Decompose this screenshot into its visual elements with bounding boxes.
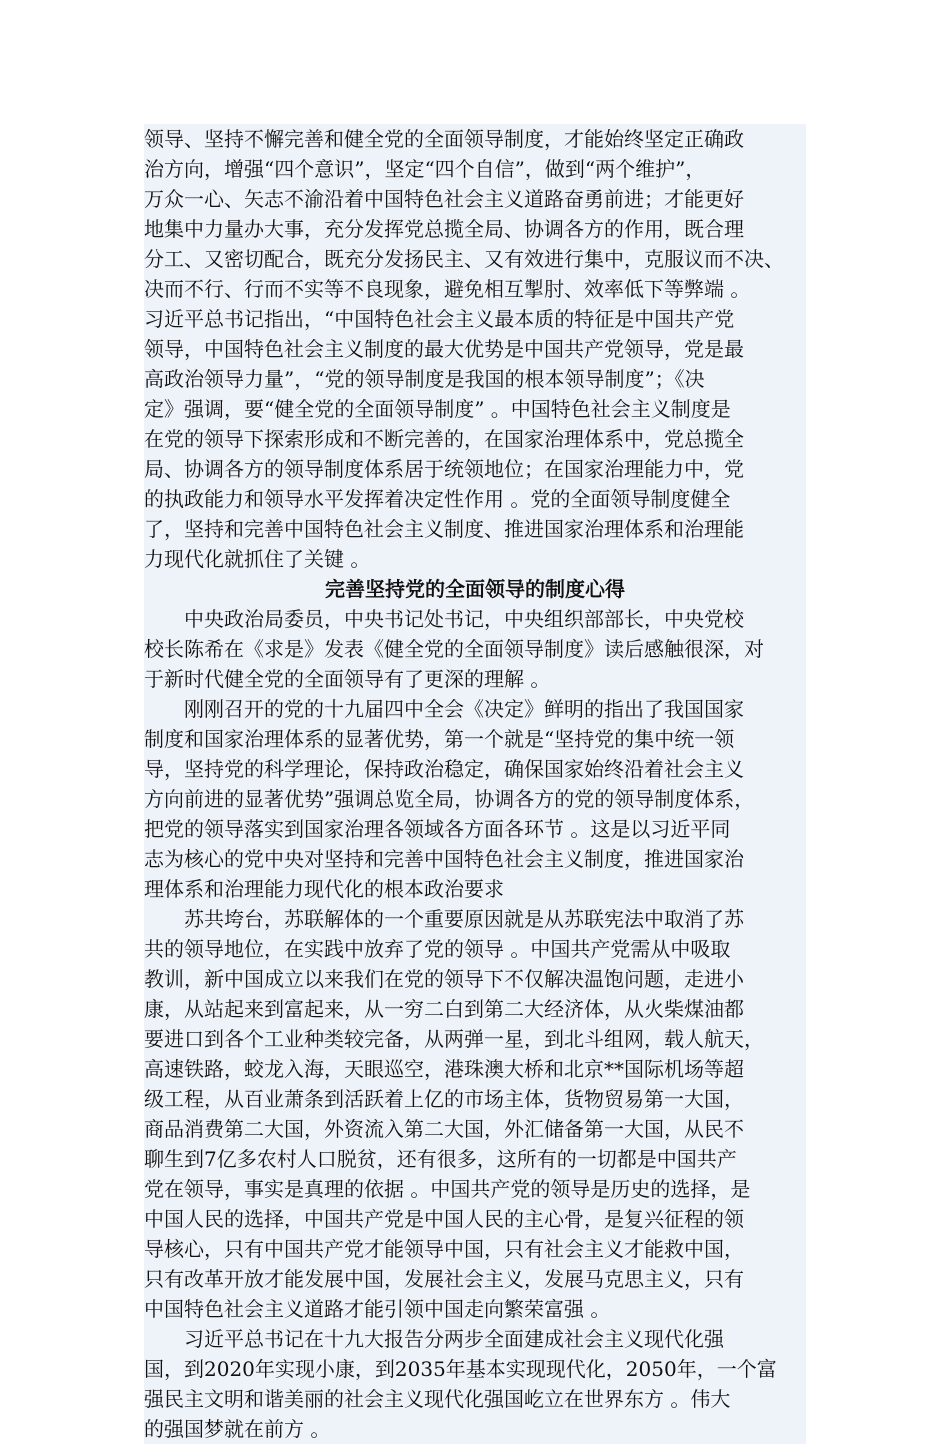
text-line: 级工程，从百业萧条到活跃着上亿的市场主体，货物贸易第一大国， [144, 1084, 806, 1114]
text-line: 在党的领导下探索形成和不断完善的，在国家治理体系中，党总揽全 [144, 424, 806, 454]
text-line: 高政治领导力量”，“党的领导制度是我国的根本领导制度”；《决 [144, 364, 806, 394]
text-line: 高速铁路，蛟龙入海，天眼巡空，港珠澳大桥和北京**国际机场等超 [144, 1054, 806, 1084]
text-line: 导，坚持党的科学理论，保持政治稳定，确保国家始终沿着社会主义 [144, 754, 806, 784]
text-line: 的执政能力和领导水平发挥着决定性作用 。党的全面领导制度健全 [144, 484, 806, 514]
text-line: 国，到2020年实现小康，到2035年基本实现现代化，2050年，一个富 [144, 1354, 806, 1384]
text-line: 理体系和治理能力现代化的根本政治要求 [144, 874, 806, 904]
text-line: 的强国梦就在前方 。 [144, 1414, 806, 1444]
text-line: 治方向，增强“四个意识”，坚定“四个自信”，做到“两个维护”， [144, 154, 806, 184]
section-title: 完善坚持党的全面领导的制度心得 [144, 574, 806, 604]
text-line: 要进口到各个工业种类较完备，从两弹一星，到北斗组网，载人航天， [144, 1024, 806, 1054]
text-line: 习近平总书记指出，“中国特色社会主义最本质的特征是中国共产党 [144, 304, 806, 334]
paragraph-4 [144, 1324, 806, 1444]
text-line: 康，从站起来到富起来，从一穷二白到第二大经济体，从火柴煤油都 [144, 994, 806, 1024]
text-line: 方向前进的显著优势”强调总览全局，协调各方的党的领导制度体系， [144, 784, 806, 814]
text-line: 习近平总书记在十九大报告分两步全面建成社会主义现代化强 [144, 1324, 806, 1354]
text-line: 苏共垮台，苏联解体的一个重要原因就是从苏联宪法中取消了苏 [144, 904, 806, 934]
document-page [144, 124, 806, 1444]
text-line: 定》强调，要“健全党的全面领导制度” 。中国特色社会主义制度是 [144, 394, 806, 424]
text-line: 力现代化就抓住了关键 。 [144, 544, 806, 574]
paragraph-2 [144, 694, 806, 904]
text-line: 于新时代健全党的全面领导有了更深的理解 。 [144, 664, 806, 694]
text-line: 局、协调各方的领导制度体系居于统领地位；在国家治理能力中，党 [144, 454, 806, 484]
text-line: 中央政治局委员，中央书记处书记，中央组织部部长，中央党校 [144, 604, 806, 634]
text-line: 只有改革开放才能发展中国，发展社会主义，发展马克思主义，只有 [144, 1264, 806, 1294]
text-line: 刚刚召开的党的十九届四中全会《决定》鲜明的指出了我国国家 [144, 694, 806, 724]
text-line: 了，坚持和完善中国特色社会主义制度、推进国家治理体系和治理能 [144, 514, 806, 544]
text-line: 分工、又密切配合，既充分发扬民主、又有效进行集中，克服议而不决、 [144, 244, 806, 274]
text-line: 地集中力量办大事，充分发挥党总揽全局、协调各方的作用，既合理 [144, 214, 806, 244]
text-line: 把党的领导落实到国家治理各领域各方面各环节 。这是以习近平同 [144, 814, 806, 844]
text-line: 共的领导地位，在实践中放弃了党的领导 。中国共产党需从中吸取 [144, 934, 806, 964]
text-line: 领导、坚持不懈完善和健全党的全面领导制度，才能始终坚定正确政 [144, 124, 806, 154]
paragraph-3 [144, 904, 806, 1324]
text-line: 万众一心、矢志不渝沿着中国特色社会主义道路奋勇前进；才能更好 [144, 184, 806, 214]
text-line: 志为核心的党中央对坚持和完善中国特色社会主义制度，推进国家治 [144, 844, 806, 874]
text-line: 中国特色社会主义道路才能引领中国走向繁荣富强 。 [144, 1294, 806, 1324]
text-line: 强民主文明和谐美丽的社会主义现代化强国屹立在世界东方 。伟大 [144, 1384, 806, 1414]
paragraph-1 [144, 604, 806, 694]
text-line: 校长陈希在《求是》发表《健全党的全面领导制度》读后感触很深，对 [144, 634, 806, 664]
text-line: 商品消费第二大国，外资流入第二大国，外汇储备第一大国，从民不 [144, 1114, 806, 1144]
text-line: 领导，中国特色社会主义制度的最大优势是中国共产党领导，党是最 [144, 334, 806, 364]
text-line: 导核心，只有中国共产党才能领导中国，只有社会主义才能救中国， [144, 1234, 806, 1264]
text-line: 教训，新中国成立以来我们在党的领导下不仅解决温饱问题，走进小 [144, 964, 806, 994]
text-line: 中国人民的选择，中国共产党是中国人民的主心骨，是复兴征程的领 [144, 1204, 806, 1234]
text-line: 聊生到7亿多农村人口脱贫，还有很多，这所有的一切都是中国共产 [144, 1144, 806, 1174]
intro-section [144, 124, 806, 574]
text-line: 党在领导，事实是真理的依据 。中国共产党的领导是历史的选择，是 [144, 1174, 806, 1204]
text-line: 制度和国家治理体系的显著优势，第一个就是“坚持党的集中统一领 [144, 724, 806, 754]
text-line: 决而不行、行而不实等不良现象，避免相互掣肘、效率低下等弊端 。 [144, 274, 806, 304]
